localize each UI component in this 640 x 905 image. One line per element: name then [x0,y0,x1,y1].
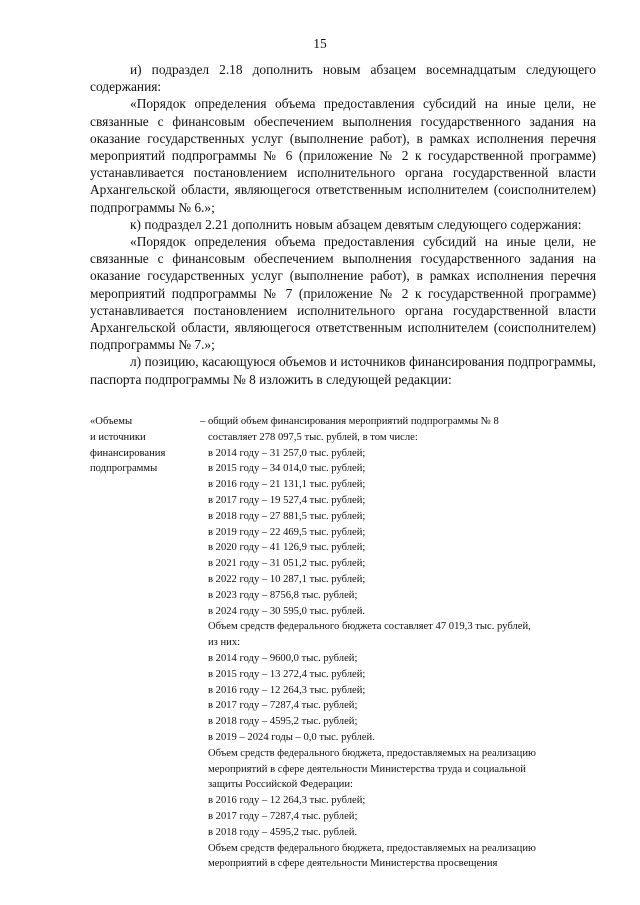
funding-line: в 2022 году – 10 287,1 тыс. рублей; [208,573,366,585]
funding-line: в 2023 году – 8756,8 тыс. рублей; [208,589,358,601]
table-dash: – [200,416,206,427]
funding-line: в 2020 году – 41 126,9 тыс. рублей; [208,542,366,554]
funding-line: в 2018 году – 27 881,5 тыс. рублей; [208,510,366,522]
funding-line: в 2014 году – 9600,0 тыс. рублей; [208,652,358,664]
left-line: «Объемы [90,416,133,427]
funding-line: в 2015 году – 34 014,0 тыс. рублей; [208,463,366,475]
funding-line: в 2016 году – 12 264,3 тыс. рублей; [208,795,366,807]
funding-line: в 2015 году – 13 272,4 тыс. рублей; [208,668,366,680]
funding-line: мероприятий в сфере деятельности Министерства труда и социальной [208,763,526,775]
funding-line: в 2014 году – 31 257,0 тыс. рублей; [208,447,366,459]
funding-line: мероприятий в сфере деятельности Министерства просвещения [208,858,498,870]
funding-line: из них: [208,637,241,649]
funding-line: в 2019 году – 22 469,5 тыс. рублей; [208,526,366,538]
paragraph-i: и) подраздел 2.18 дополнить новым абзацем восемнадцатым следующего содержания: [90,62,596,95]
table-right-column [208,414,596,872]
left-line: подпрограммы [90,463,158,475]
funding-line: Объем средств федерального бюджета, предоставляемых на реализацию [208,747,536,759]
funding-line: общий объем финансирования мероприятий подпрограммы № 8 [208,416,499,427]
funding-line: составляет 278 097,5 тыс. рублей, в том числе: [208,431,418,443]
left-line: и источники [90,431,146,443]
paragraph-l: л) позицию, касающуюся объемов и источников финансирования подпрограммы, паспорта подпрограммы № 8 изложить в следующей редакции: [90,354,596,387]
funding-line: в 2017 году – 7287,4 тыс. рублей; [208,700,358,712]
funding-line: в 2018 году – 4595,2 тыс. рублей; [208,716,358,728]
funding-line: в 2018 году – 4595,2 тыс. рублей. [208,826,358,838]
funding-line: Объем средств федерального бюджета составляет 47 019,3 тыс. рублей, [208,621,531,633]
funding-line: в 2021 году – 31 051,2 тыс. рублей; [208,558,366,570]
funding-line: Объем средств федерального бюджета, предоставляемых на реализацию [208,842,536,854]
paragraph-quote-6: «Порядок определения объема предоставления субсидий на иные цели, не связанные с финансовым обеспечением выполнения государственного задания на оказание государственных услуг (выполнение работ), в рамках исполнения перечня мероприятий подпрограммы № 6 (приложение № 2 к государственной программе) устанавливается постановлением исполнительного органа государственной власти Архангельской области, являющегося ответственным исполнителем (соисполнителем) подпрограммы № 6.»; [90,96,596,215]
table-left-column [90,414,190,872]
funding-line: в 2016 году – 21 131,1 тыс. рублей; [208,479,366,491]
page-number: 15 [313,36,327,51]
funding-table [90,414,596,872]
left-line: финансирования [90,447,166,459]
funding-line: в 2019 – 2024 годы – 0,0 тыс. рублей. [208,731,375,743]
funding-line: в 2017 году – 7287,4 тыс. рублей; [208,810,358,822]
funding-line: в 2017 году – 19 527,4 тыс. рублей; [208,494,366,506]
funding-line: в 2024 году – 30 595,0 тыс. рублей. [208,605,366,617]
paragraph-quote-7: «Порядок определения объема предоставления субсидий на иные цели, не связанные с финансовым обеспечением выполнения государственного задания на оказание государственных услуг (выполнение работ), в рамках исполнения перечня мероприятий подпрограммы № 7 (приложение № 2 к государственной программе) устанавливается постановлением исполнительного органа государственной власти Архангельской области, являющегося ответственным исполнителем (соисполнителем) подпрограммы № 7.»; [90,234,596,353]
body-text [90,61,596,388]
funding-line: защиты Российской Федерации: [208,779,353,791]
paragraph-k: к) подраздел 2.21 дополнить новым абзацем девятым следующего содержания: [130,216,582,232]
funding-line: в 2016 году – 12 264,3 тыс. рублей; [208,684,366,696]
